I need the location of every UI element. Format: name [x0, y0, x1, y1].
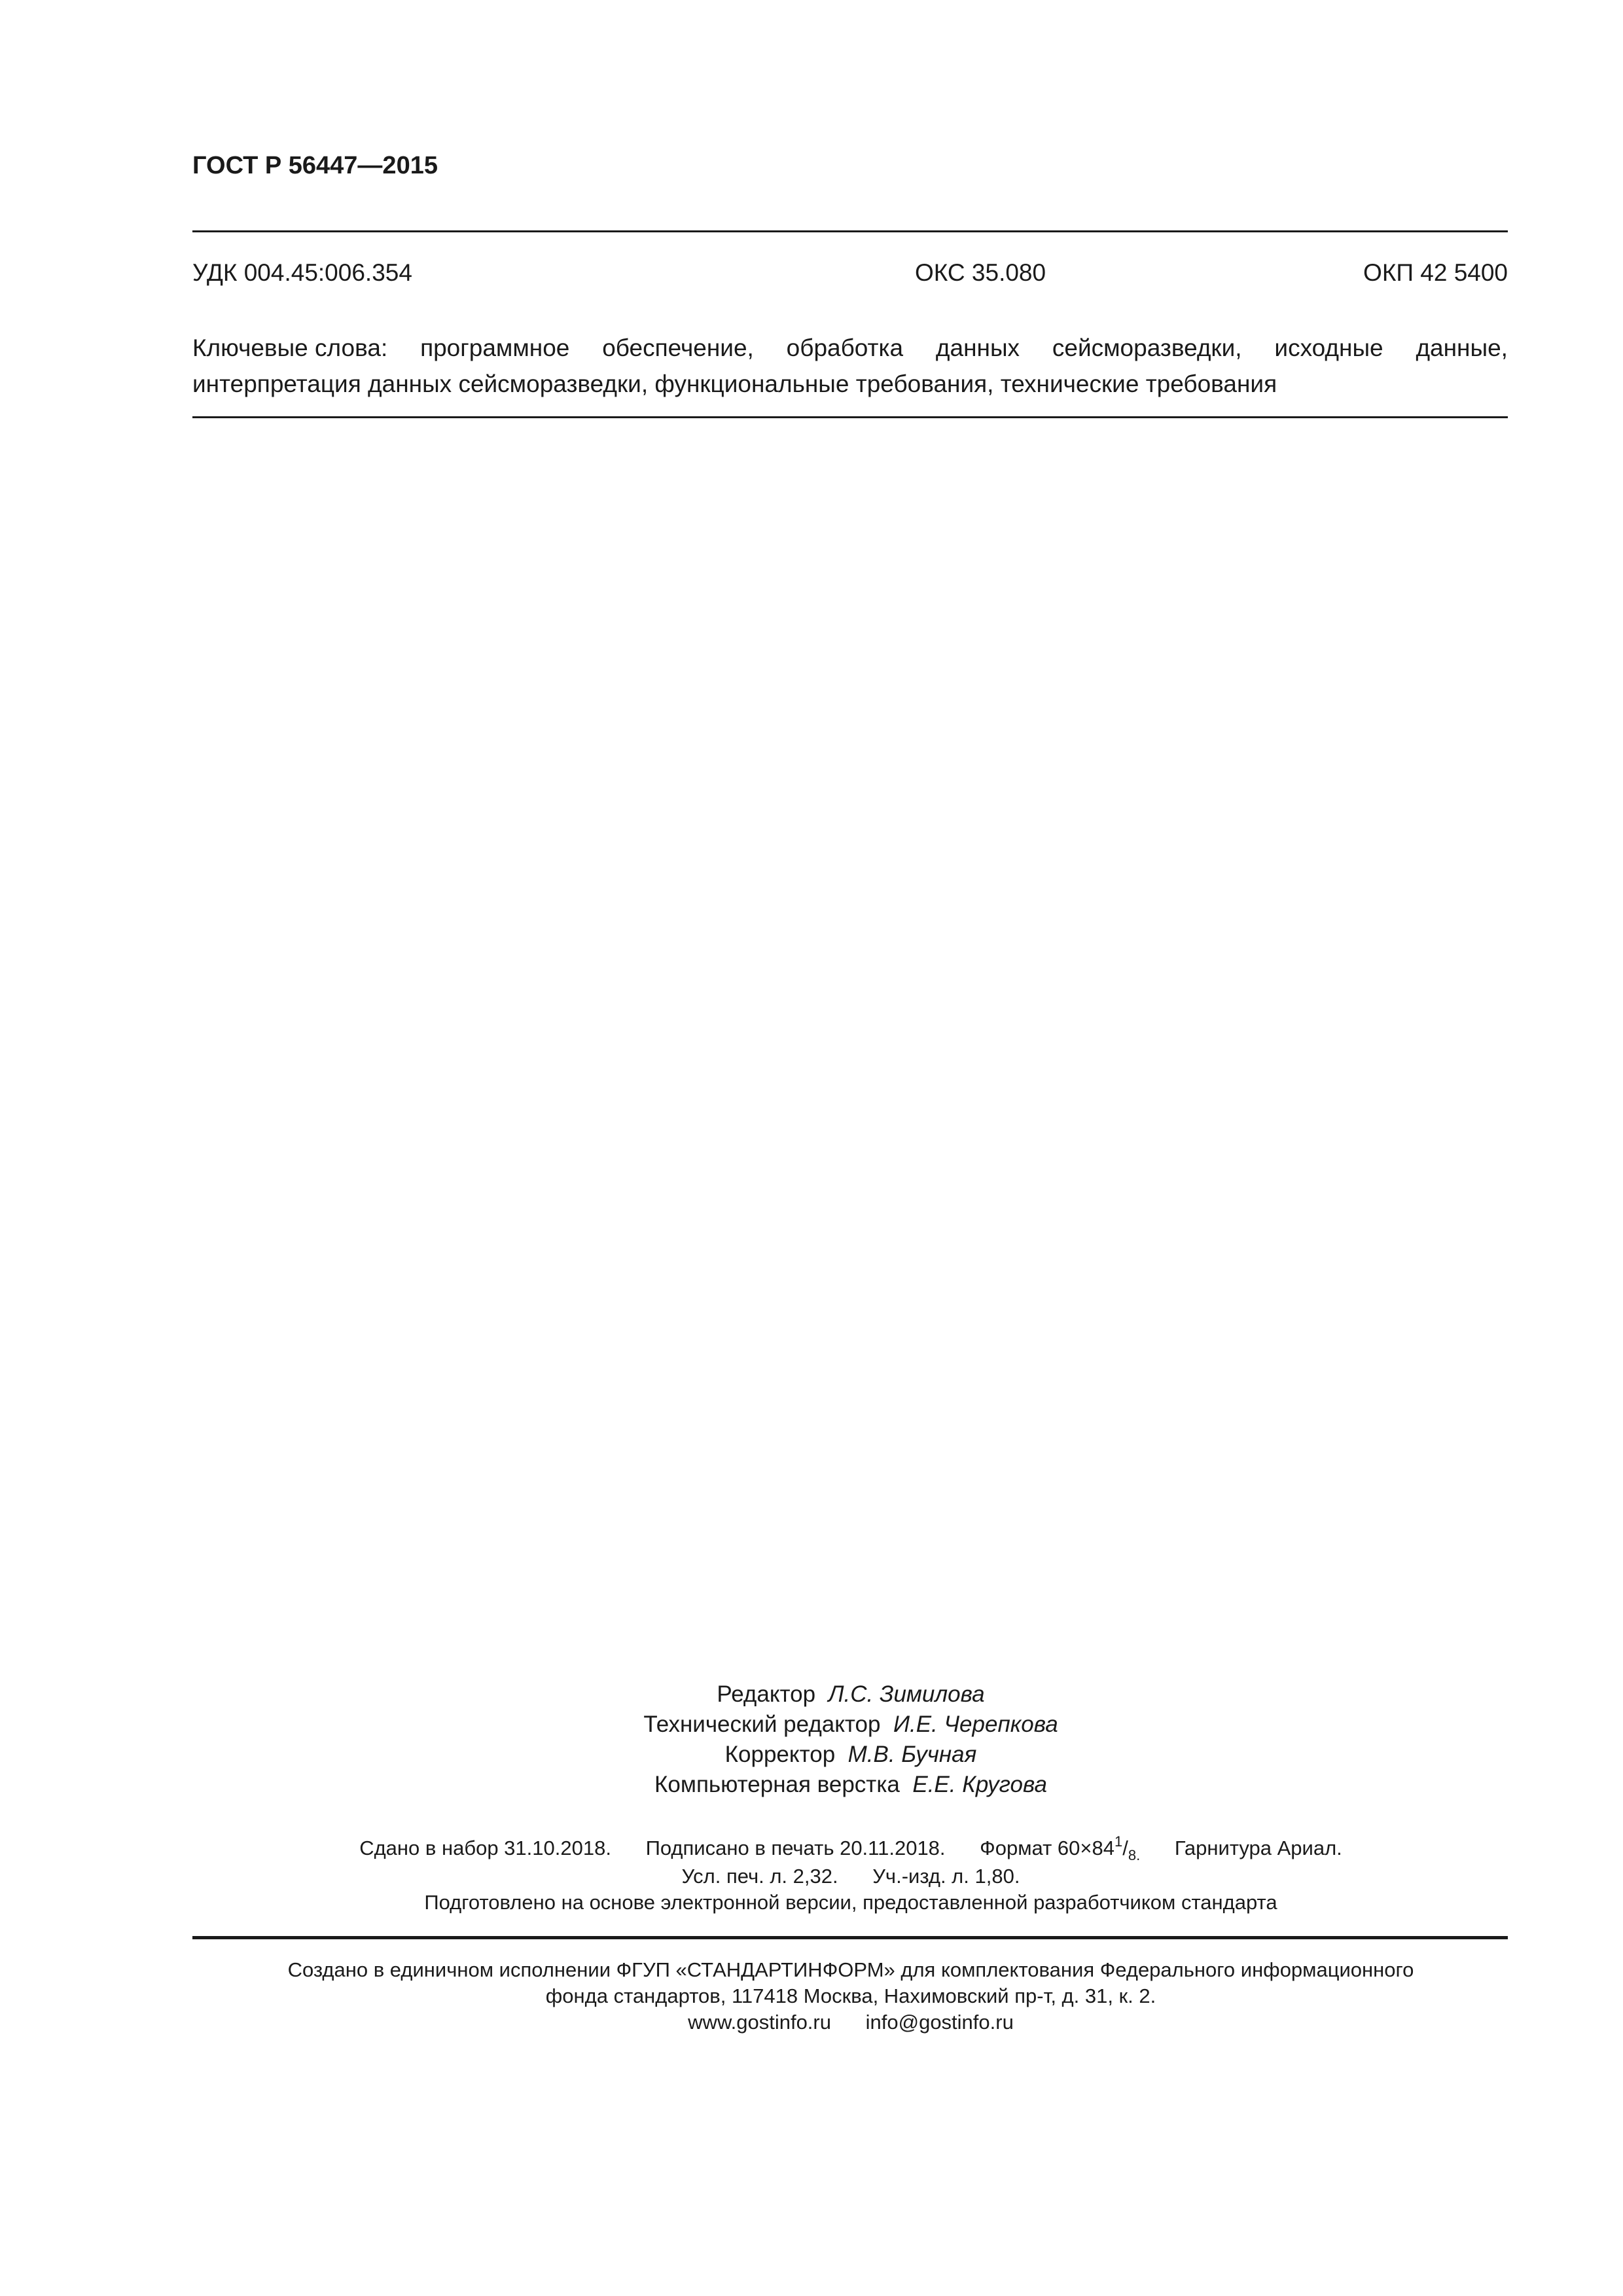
prepared-note: Подготовлено на основе электронной версии, предоставленной разработчиком стандарта	[424, 1891, 1277, 1914]
udk-code: УДК 004.45:006.354	[192, 259, 412, 286]
tech-editor-label: Технический редактор	[643, 1712, 881, 1737]
email-link[interactable]: info@gostinfo.ru	[865, 2011, 1014, 2034]
corrector-row	[0, 1740, 1623, 1770]
keyword-word: обеспечение,	[602, 334, 754, 361]
okp-code: ОКП 42 5400	[1363, 259, 1508, 286]
top-rule	[192, 230, 1508, 232]
keyword-word: исходные	[1274, 334, 1383, 361]
publisher-contacts	[0, 2009, 1623, 2036]
keyword-word: данных	[935, 334, 1020, 361]
tech-editor-name: И.Е. Черепкова	[893, 1712, 1058, 1737]
imprint-block	[0, 1835, 1623, 1916]
keywords-line-2: интерпретация данных сейсморазведки, функциональные требования, технические требования	[192, 370, 1277, 397]
imprint-row-2	[0, 1863, 1623, 1890]
signed-date: Подписано в печать 20.11.2018.	[645, 1837, 946, 1859]
layout-row	[0, 1770, 1623, 1800]
keyword-word: сейсморазведки,	[1052, 334, 1242, 361]
bottom-rule	[192, 1936, 1508, 1939]
keywords-label: Ключевые слова:	[192, 334, 388, 361]
editor-label: Редактор	[717, 1681, 816, 1707]
standard-number: ГОСТ Р 56447—2015	[192, 152, 438, 179]
corrector-name: М.В. Бучная	[847, 1742, 977, 1767]
publisher-line-2: фонда стандартов, 117418 Москва, Нахимовский пр-т, д. 31, к. 2.	[545, 1984, 1156, 2007]
website-link[interactable]: www.gostinfo.ru	[688, 2011, 831, 2034]
tech-editor-row	[0, 1710, 1623, 1740]
editor-name: Л.С. Зимилова	[828, 1681, 985, 1707]
format: Формат $60\times 84^1/_{8.}$	[980, 1833, 1141, 1863]
typeface: Гарнитура Ариал.	[1174, 1837, 1342, 1859]
keyword-word: программное	[420, 334, 570, 361]
keywords-block	[192, 330, 1508, 402]
corrector-label: Корректор	[724, 1742, 836, 1767]
staff-credits	[0, 1679, 1623, 1800]
editor-row	[0, 1679, 1623, 1710]
publishing-sheets: Уч.-изд. л. 1,80.	[872, 1865, 1020, 1888]
publisher-line-1: Создано в единичном исполнении ФГУП «СТАНДАРТИНФОРМ» для комплектования Федерального информационного	[287, 1958, 1414, 1981]
imprint-row-1	[0, 1835, 1623, 1863]
keywords-line-1	[192, 330, 1508, 366]
typeset-date: Сдано в набор 31.10.2018.	[359, 1837, 611, 1859]
layout-name: Е.Е. Кругова	[912, 1772, 1047, 1797]
oks-code: ОКС 35.080	[915, 259, 1046, 286]
keywords-rule	[192, 416, 1508, 418]
keyword-word: данные,	[1416, 334, 1508, 361]
classification-row	[192, 259, 1508, 292]
keyword-word: обработка	[786, 334, 904, 361]
print-sheets: Усл. печ. л. 2,32.	[681, 1865, 838, 1888]
layout-label: Компьютерная верстка	[654, 1772, 900, 1797]
publisher-block	[0, 1957, 1623, 2036]
